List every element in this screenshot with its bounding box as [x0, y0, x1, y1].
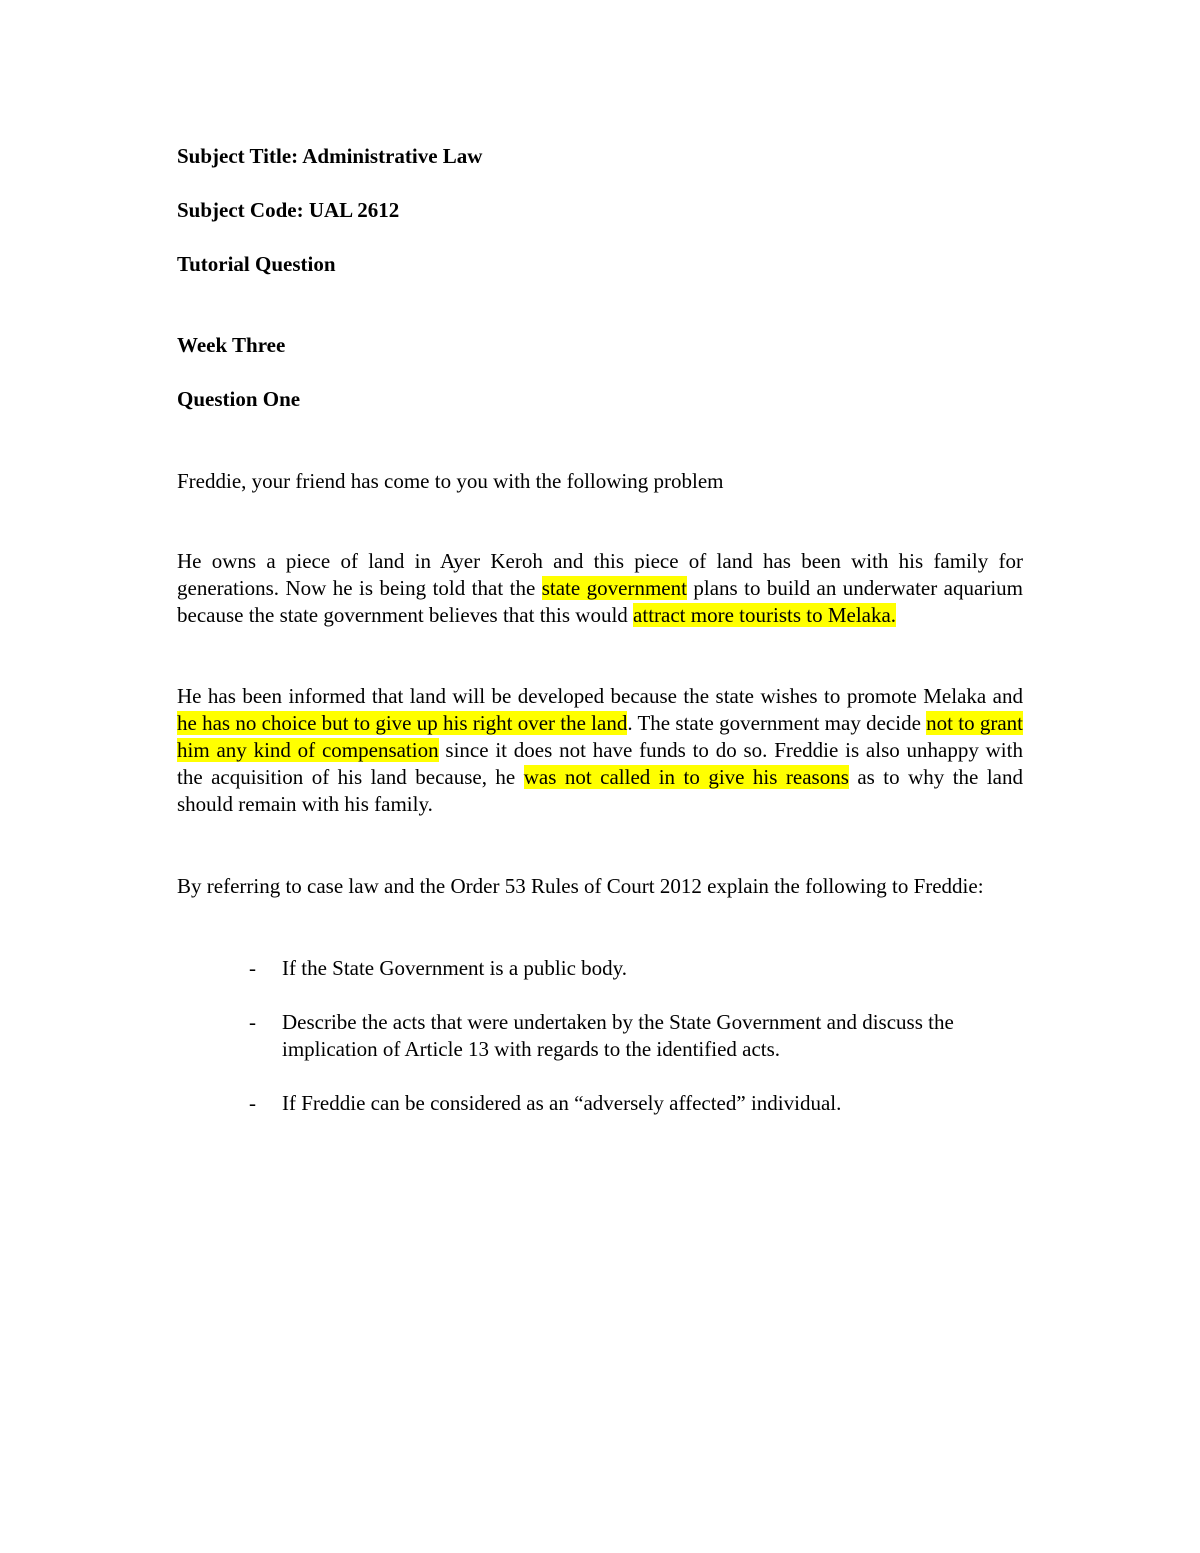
para1-highlight-attract-tourists: attract more tourists to Melaka.	[633, 603, 897, 627]
problem-paragraph-2	[177, 683, 1023, 818]
para2-highlight-not-called-in: was not called in to give his reasons	[523, 765, 849, 789]
para1-highlight-state-government: state government	[541, 576, 687, 600]
instruction-paragraph: By referring to case law and the Order 53 Rules of Court 2012 explain the following to Freddie:	[177, 874, 984, 898]
bullet-marker: -	[249, 956, 256, 980]
bullet-item: If Freddie can be considered as an “adversely affected” individual.	[282, 1091, 842, 1115]
week-heading: Week Three	[177, 333, 286, 357]
subject-title: Subject Title: Administrative Law	[177, 144, 483, 168]
para2-highlight-no-compensation: not to grant him any kind of compensation	[177, 711, 1023, 762]
para2-highlight-no-choice: he has no choice but to give up his right over the land	[177, 711, 628, 735]
bullet-item: If the State Government is a public body.	[282, 956, 628, 980]
bullet-marker: -	[249, 1010, 256, 1034]
para2-text-2: . The state government may decide	[627, 711, 927, 735]
para2-text-1: He has been informed that land will be developed because the state wishes to promote Melaka and	[177, 684, 1023, 708]
bullet-marker: -	[249, 1091, 256, 1115]
subject-code: Subject Code: UAL 2612	[177, 198, 400, 222]
tutorial-heading: Tutorial Question	[177, 252, 336, 276]
problem-paragraph-1	[177, 548, 1023, 629]
para1-text-2: plans to build an underwater aquarium because the state government believes that this would	[177, 576, 1023, 627]
question-heading: Question One	[177, 387, 301, 411]
bullet-item: Describe the acts that were undertaken by the State Government and discuss the implication of Article 13 with regards to the identified acts.	[282, 1010, 954, 1061]
para1-text-1: He owns a piece of land in Ayer Keroh and this piece of land has been with his family for generations. Now he is being told that the	[177, 549, 1023, 600]
intro-paragraph: Freddie, your friend has come to you with the following problem	[177, 469, 724, 493]
para2-text-4: as to why the land should remain with his family.	[177, 765, 1023, 816]
para2-text-3: since it does not have funds to do so. Freddie is also unhappy with the acquisition of his land because, he	[177, 738, 1023, 789]
